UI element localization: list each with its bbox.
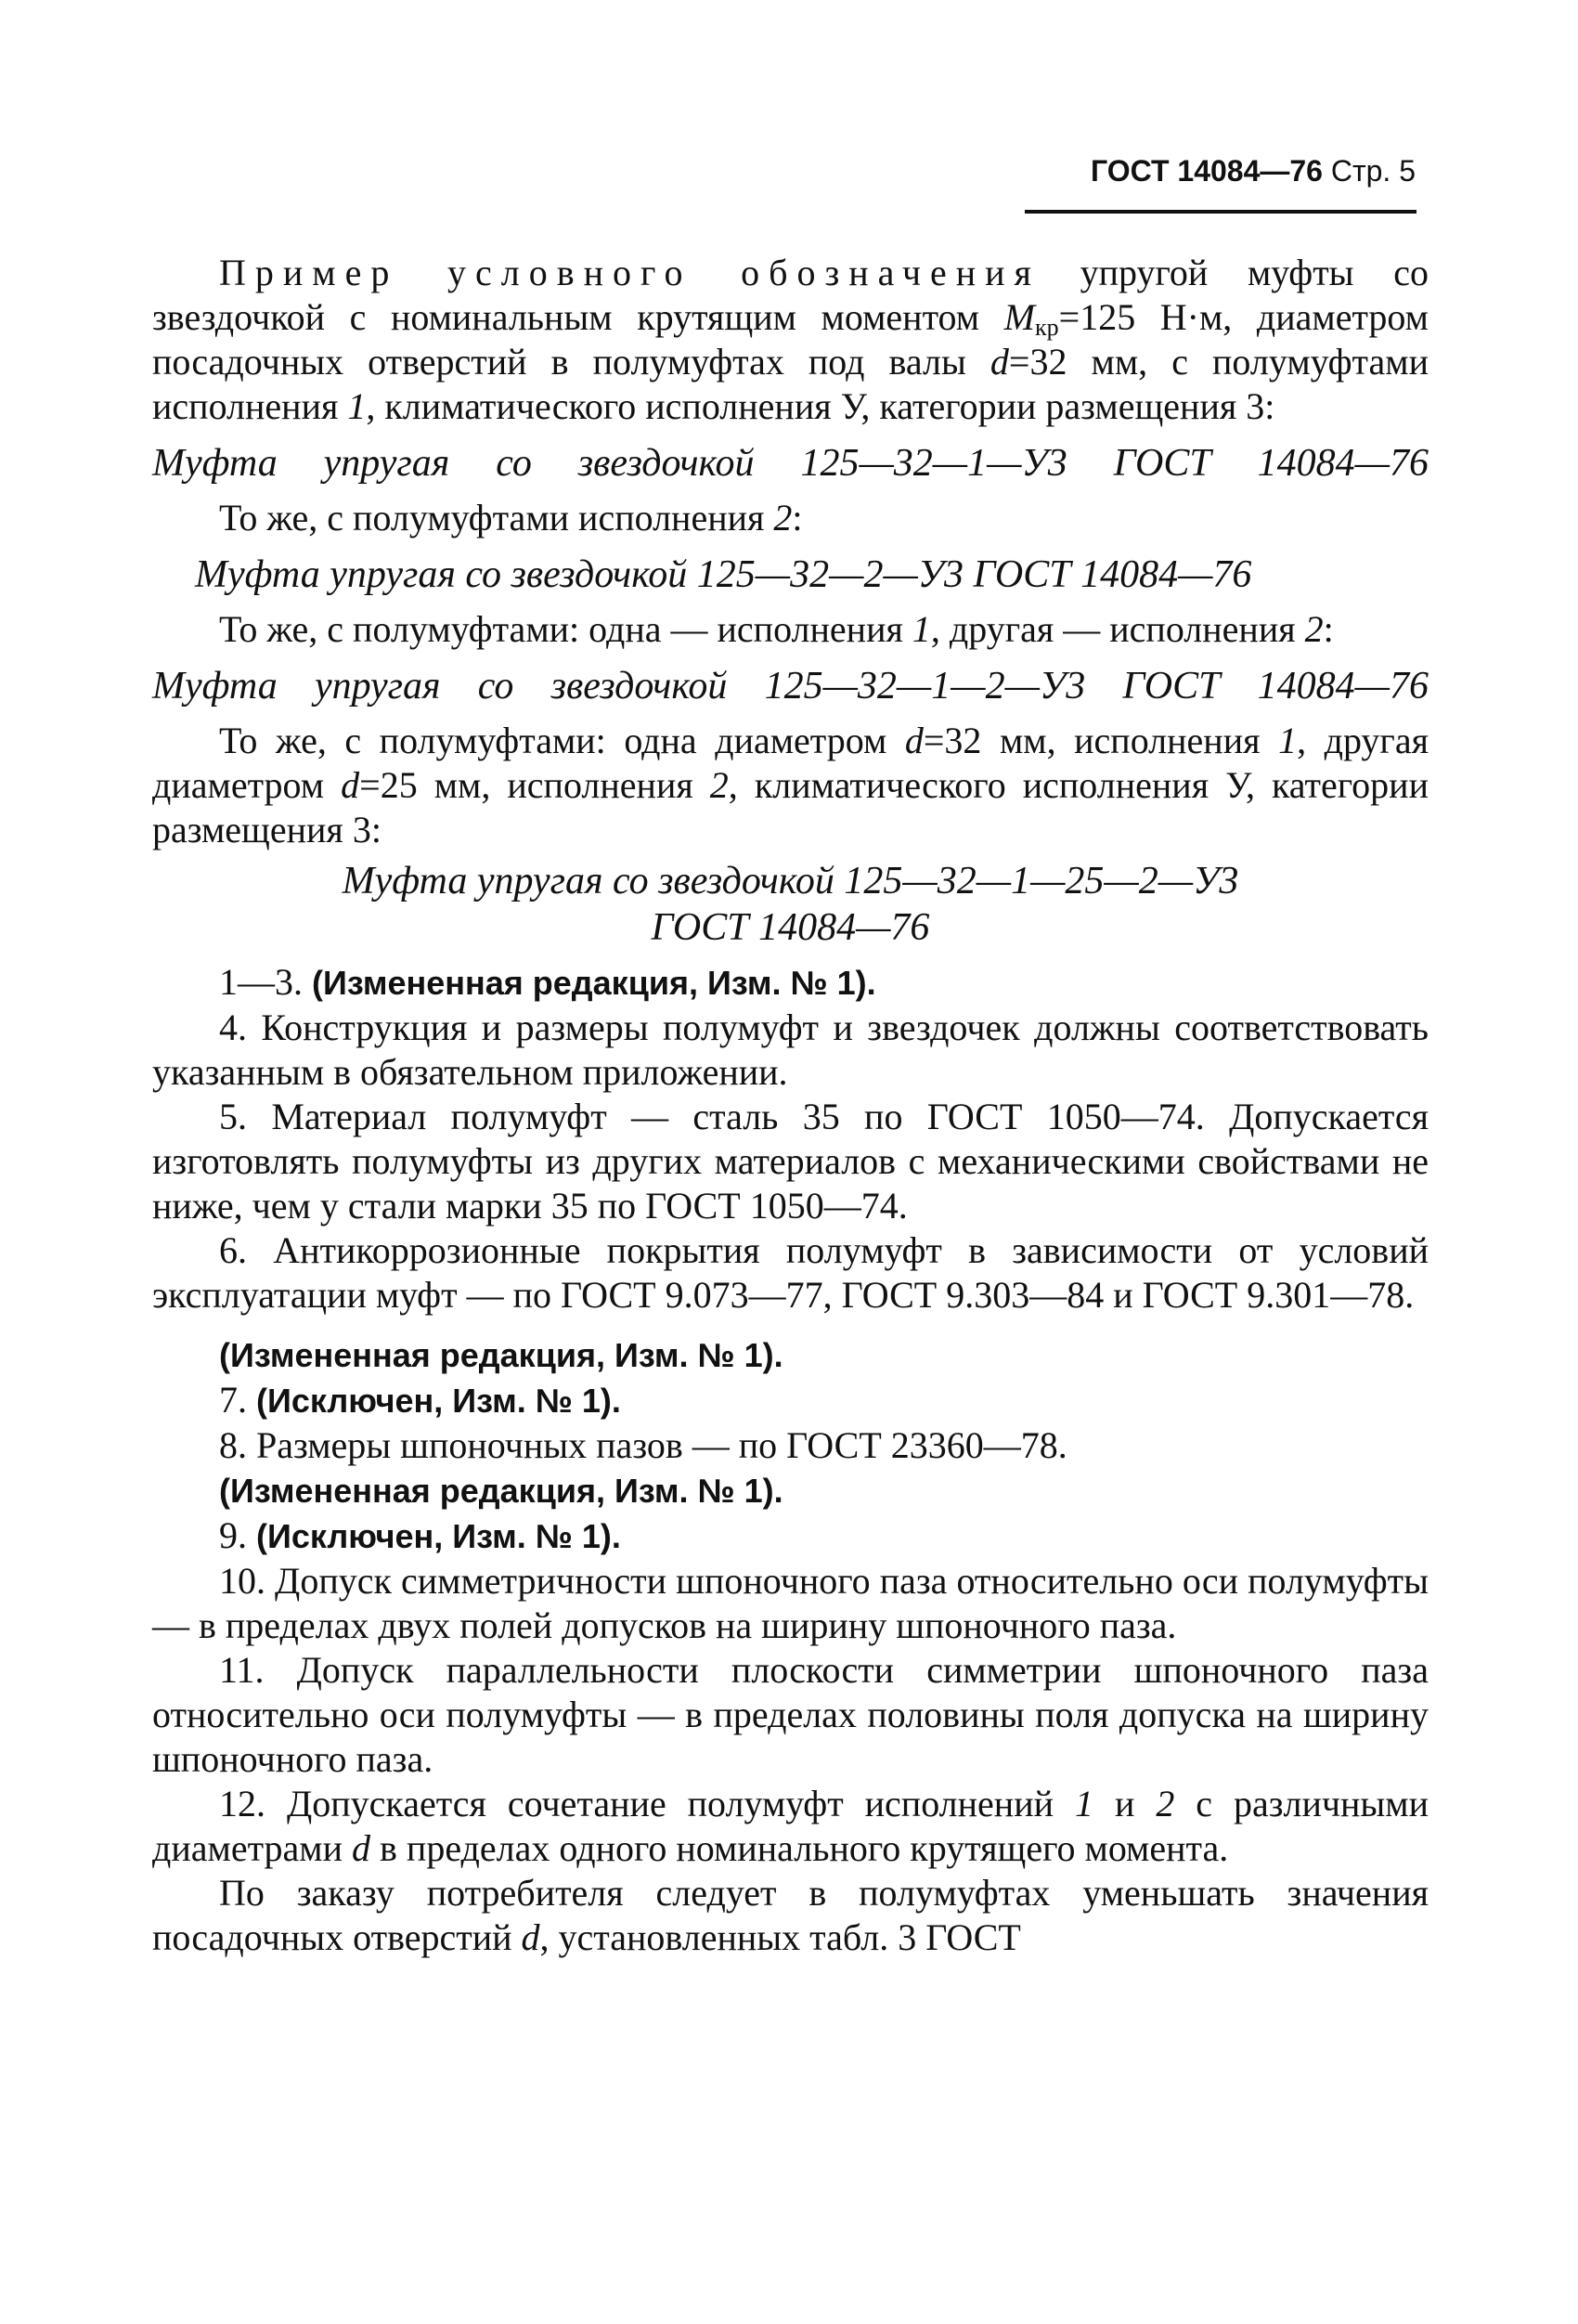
document-body — [152, 251, 1429, 1960]
page-header — [1021, 152, 1416, 189]
header-standard: ГОСТ 14084—76 — [1091, 154, 1323, 188]
designation-example-4: Муфта упругая со звездочкой 125—32—1—25—2—У3 ГОСТ 14084—76 — [342, 860, 1239, 949]
same-variant-2-paragraph: То же, с полумуфтами исполнения 2: — [219, 497, 803, 539]
item-8: 8. Размеры шпоночных пазов — по ГОСТ 23360—78. — [219, 1424, 1067, 1466]
item-9: 9. (Исключен, Изм. № 1). — [219, 1514, 621, 1556]
example-lead: Пример условного обозначения — [219, 252, 1041, 293]
same-variant-1-2-paragraph: То же, с полумуфтами: одна — исполнения 1, другая — исполнения 2: — [219, 608, 1334, 650]
designation-example-2: Муфта упругая со звездочкой 125—32—2—У3 ГОСТ 14084—76 — [195, 553, 1252, 596]
item-5: 5. Материал полумуфт — сталь 35 по ГОСТ 1050—74. Допускается изготовлять полумуфты из других материалов с механическими свойствами не ниже, чем у стали марки 35 по ГОСТ 1050—74. — [152, 1096, 1429, 1227]
final-paragraph: По заказу потребителя следует в полумуфтах уменьшать значения посадочных отверстий d, установленных табл. 3 ГОСТ — [152, 1872, 1429, 1958]
item-12: 12. Допускается сочетание полумуфт исполнений 1 и 2 с различными диаметрами d в пределах одного номинального крутящего момента. — [152, 1783, 1429, 1869]
item-8-note: (Измененная редакция, Изм. № 1). — [219, 1472, 783, 1510]
designation-example-3: Муфта упругая со звездочкой 125—32—1—2—У3 ГОСТ 14084—76 — [152, 665, 1429, 708]
item-7: 7. (Исключен, Изм. № 1). — [219, 1379, 621, 1421]
item-6: 6. Антикоррозионные покрытия полумуфт в зависимости от условий эксплуатации муфт — по ГОСТ 9.073—77, ГОСТ 9.303—84 и ГОСТ 9.301—78. — [152, 1229, 1429, 1316]
item-4: 4. Конструкция и размеры полумуфт и звездочек должны соответствовать указанным в обязательном приложении. — [152, 1006, 1429, 1093]
same-diameter-paragraph: То же, с полумуфтами: одна диаметром d=32 мм, исполнения 1, другая диаметром d=25 мм, исполнения 2, климатического исполнения У, категории размещения 3: — [152, 720, 1429, 850]
item-11: 11. Допуск параллельности плоскости симметрии шпоночного паза относительно оси полумуфты — в пределах половины поля допуска на ширину шпоночного паза. — [152, 1649, 1429, 1780]
header-page-number: Стр. 5 — [1330, 154, 1416, 188]
header-rule — [1025, 210, 1416, 214]
designation-example-1: Муфта упругая со звездочкой 125—32—1—У3 ГОСТ 14084—76 — [152, 442, 1429, 485]
item-6-note: (Измененная редакция, Изм. № 1). — [219, 1336, 783, 1374]
example-paragraph: Пример условного обозначения упругой муфты со звездочкой с номинальным крутящим моментом $M_{кр}=125$ Н·м, диаметром посадочных отверстий в полумуфтах под валы d=32 мм, с полумуфтами исполнения 1, климатического исполнения У, категории размещения 3: — [152, 252, 1429, 427]
item-10: 10. Допуск симметричности шпоночного паза относительно оси полумуфты — в пределах двух полей допусков на ширину шпоночного паза. — [152, 1560, 1429, 1646]
item-1-3: 1—3. (Измененная редакция, Изм. № 1). — [219, 961, 876, 1003]
